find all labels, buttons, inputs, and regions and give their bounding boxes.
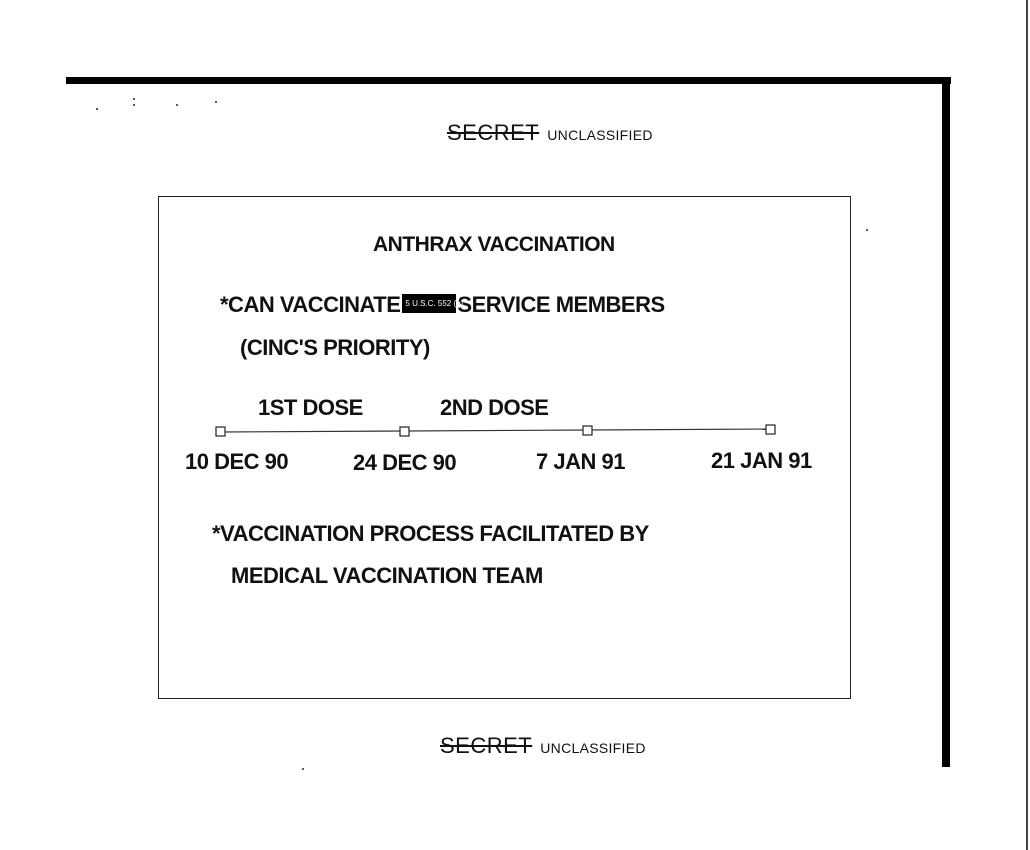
- struck-classification: SECRET: [447, 120, 540, 145]
- timeline-date-3: 7 JAN 91: [536, 449, 625, 474]
- classification-label: UNCLASSIFIED: [540, 740, 646, 756]
- timeline-date-4: 21 JAN 91: [711, 448, 812, 473]
- timeline-marker: [216, 427, 225, 436]
- point-2-line-2: MEDICAL VACCINATION TEAM: [231, 563, 543, 588]
- classification-marking-bottom: [440, 733, 646, 759]
- slide-title: ANTHRAX VACCINATION: [373, 233, 615, 256]
- point-1-suffix: SERVICE MEMBERS: [457, 292, 665, 317]
- timeline-date-1: 10 DEC 90: [185, 449, 289, 474]
- timeline-marker: [766, 425, 775, 434]
- dose-label-1: 1ST DOSE: [258, 395, 363, 420]
- timeline-date-2: 24 DEC 90: [353, 450, 457, 475]
- timeline-line: [221, 429, 772, 432]
- point-1-prefix: *CAN VACCINATE: [220, 292, 401, 317]
- dose-label-2: 2ND DOSE: [440, 395, 549, 420]
- redaction-block: 5 U.S.C. 552 (b): [402, 294, 456, 313]
- point-1-line-2: (CINC'S PRIORITY): [240, 335, 430, 360]
- timeline-marker: [400, 427, 409, 436]
- struck-classification: SECRET: [440, 733, 533, 758]
- point-2-line-1: *VACCINATION PROCESS FACILITATED BY: [212, 521, 649, 546]
- timeline-marker: [583, 426, 592, 435]
- classification-label: UNCLASSIFIED: [547, 127, 653, 143]
